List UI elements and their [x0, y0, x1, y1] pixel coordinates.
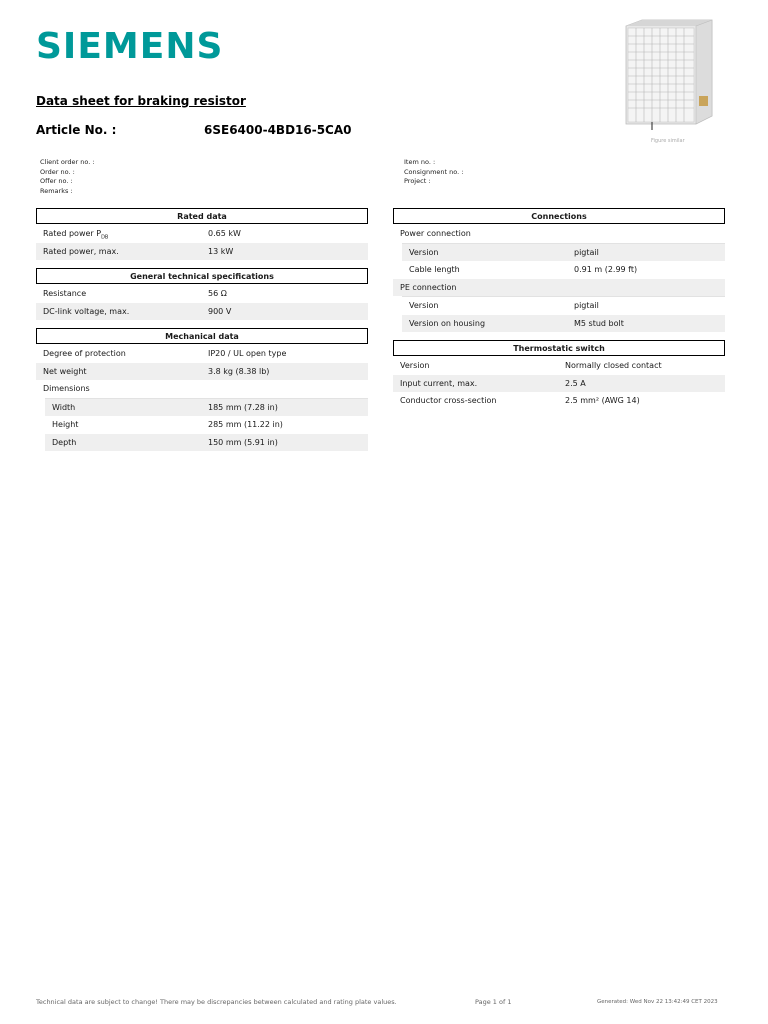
table-row — [402, 261, 725, 279]
section-heading-rated-data: Rated data — [36, 208, 368, 224]
row-label: PE connection — [400, 282, 457, 292]
row-value: 0.91 m (2.99 ft) — [574, 265, 638, 274]
row-value: 2.5 mm² (AWG 14) — [565, 396, 640, 405]
row-label: Cable length — [409, 265, 460, 274]
row-label: Version — [409, 301, 439, 310]
row-label: Depth — [52, 437, 77, 447]
row-label: Rated power $P_{DB}$ — [43, 229, 109, 241]
table-row — [393, 225, 725, 243]
table-row — [45, 398, 368, 417]
row-value: 150 mm (5.91 in) — [208, 437, 278, 447]
row-label: Power connection — [400, 229, 471, 238]
right-column — [393, 208, 725, 410]
row-value: 185 mm (7.28 in) — [208, 402, 278, 412]
project-label: Project : — [404, 177, 431, 185]
section-heading-connections: Connections — [393, 208, 725, 224]
document-title: Data sheet for braking resistor — [36, 94, 246, 108]
row-label: Version — [409, 247, 439, 257]
row-value: IP20 / UL open type — [208, 349, 287, 358]
article-number: 6SE6400-4BD16-5CA0 — [204, 123, 352, 137]
table-row — [402, 243, 725, 262]
footer-generated-date: Generated: Wed Nov 22 13:42:49 CET 2023 — [597, 999, 718, 1005]
row-value: pigtail — [574, 247, 599, 257]
table-row — [393, 375, 725, 393]
row-label: Degree of protection — [43, 349, 126, 358]
article-label: Article No. : — [36, 123, 117, 137]
section-heading-thermostatic: Thermostatic switch — [393, 340, 725, 356]
offer-no-label: Offer no. : — [40, 177, 73, 185]
row-value: pigtail — [574, 301, 599, 310]
footer-page-number: Page 1 of 1 — [475, 998, 512, 1006]
section-heading-general: General technical specifications — [36, 268, 368, 284]
row-label: Resistance — [43, 289, 87, 298]
row-value: 13 kW — [208, 246, 234, 256]
row-value: 0.65 kW — [208, 229, 241, 238]
table-row — [393, 392, 725, 410]
footer-disclaimer: Technical data are subject to change! There may be discrepancies between calculated and rating plate values. — [36, 998, 397, 1006]
row-value: Normally closed contact — [565, 361, 662, 370]
table-row — [393, 357, 725, 375]
left-column — [36, 208, 368, 451]
table-row — [36, 285, 368, 303]
row-label: Rated power, max. — [43, 246, 119, 256]
row-label: Net weight — [43, 366, 87, 376]
order-info-right — [404, 158, 463, 187]
table-row — [36, 243, 368, 261]
table-row — [36, 363, 368, 381]
row-value: 3.8 kg (8.38 lb) — [208, 366, 270, 376]
row-label: DC-link voltage, max. — [43, 306, 130, 316]
siemens-logo: SIEMENS — [36, 26, 224, 67]
row-value: 285 mm (11.22 in) — [208, 420, 283, 429]
remarks-label: Remarks : — [40, 186, 73, 195]
row-label: Version — [400, 361, 430, 370]
row-label: Height — [52, 420, 79, 429]
row-label: Conductor cross-section — [400, 396, 497, 405]
figure-caption: Figure similar — [651, 138, 685, 144]
row-label: Input current, max. — [400, 378, 478, 388]
client-order-label: Client order no. : — [40, 158, 95, 166]
table-row — [393, 279, 725, 297]
table-row — [402, 296, 725, 315]
row-label: Dimensions — [43, 384, 90, 393]
table-row — [36, 345, 368, 363]
row-value: 2.5 A — [565, 378, 586, 388]
table-row — [45, 434, 368, 452]
table-row — [36, 225, 368, 243]
table-row — [45, 416, 368, 434]
row-label: Width — [52, 402, 76, 412]
consignment-no-label: Consignment no. : — [404, 167, 464, 176]
table-row — [402, 315, 725, 333]
row-value: M5 stud bolt — [574, 318, 624, 328]
table-row — [36, 303, 368, 321]
order-no-label: Order no. : — [40, 167, 75, 176]
row-value: 56 Ω — [208, 289, 227, 298]
braking-resistor-product-photo — [612, 16, 722, 131]
item-no-label: Item no. : — [404, 158, 436, 166]
table-row — [36, 380, 368, 398]
row-value: 900 V — [208, 306, 232, 316]
order-info-left — [40, 158, 95, 196]
section-heading-mechanical: Mechanical data — [36, 328, 368, 344]
row-label: Version on housing — [409, 318, 486, 328]
